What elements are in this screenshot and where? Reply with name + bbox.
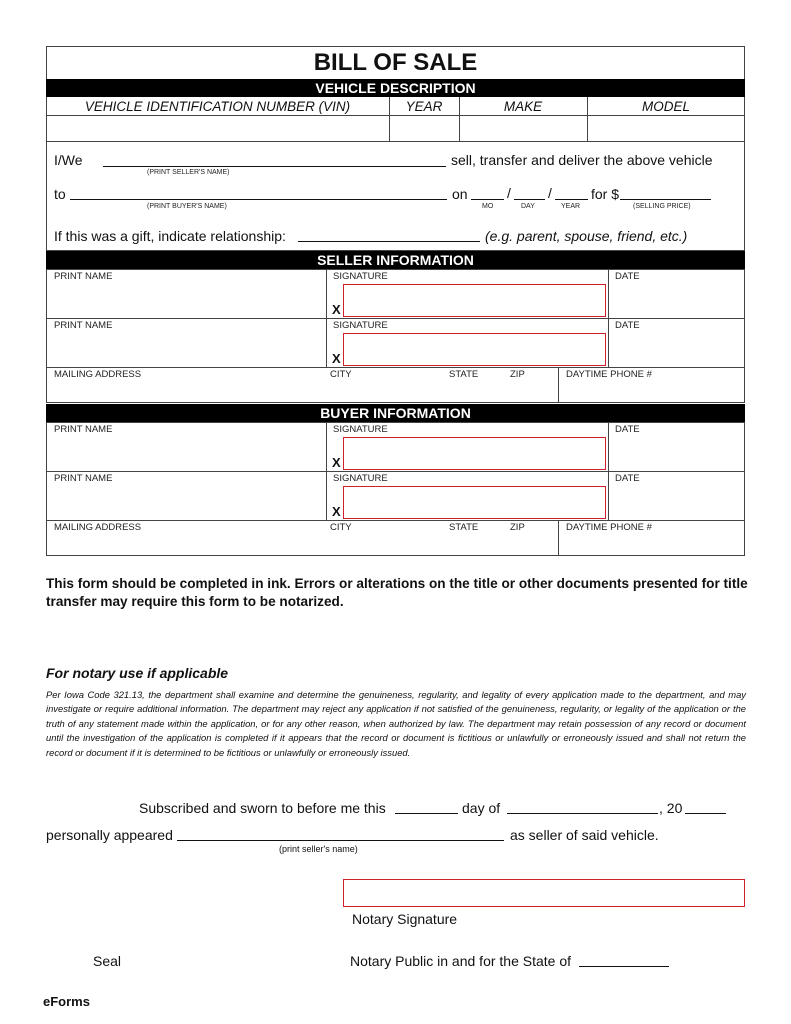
buyer-zip-field[interactable]: [508, 534, 557, 555]
seller-mailing-address-field[interactable]: [47, 381, 325, 402]
divider: [46, 471, 745, 472]
as-seller-text: as seller of said vehicle.: [510, 827, 659, 843]
buyer2-signature-field[interactable]: [343, 486, 606, 519]
buyer-state-label: STATE: [449, 522, 479, 533]
seller-city-label: CITY: [330, 369, 352, 380]
make-column-label: MAKE: [503, 99, 543, 114]
seller-zip-field[interactable]: [508, 381, 557, 402]
sale-year-field[interactable]: [555, 199, 588, 200]
seller2-x-mark: X: [332, 351, 341, 366]
buyer2-date-field[interactable]: [609, 485, 744, 519]
seller1-print-name-label: PRINT NAME: [54, 271, 113, 282]
buyer1-date-label: DATE: [615, 424, 640, 435]
appeared-seller-name-field[interactable]: [177, 840, 504, 841]
seller2-date-label: DATE: [615, 320, 640, 331]
seller1-print-name-field[interactable]: [47, 283, 325, 317]
divider: [46, 318, 745, 319]
gift-relationship-field[interactable]: [298, 241, 480, 242]
buyer-city-label: CITY: [330, 522, 352, 533]
buyer-name-field[interactable]: [70, 199, 447, 200]
sale-day-field[interactable]: [514, 199, 545, 200]
seller-phone-label: DAYTIME PHONE #: [566, 369, 652, 380]
price-hint: (SELLING PRICE): [633, 203, 691, 210]
seller1-signature-field[interactable]: [343, 284, 606, 317]
for-label: for $: [591, 186, 620, 202]
seller2-signature-label: SIGNATURE: [333, 320, 388, 331]
buyer-zip-label: ZIP: [510, 522, 525, 533]
seller-city-field[interactable]: [327, 381, 445, 402]
divider: [46, 520, 745, 521]
notary-legal-text: Per Iowa Code 321.13, the department shall examine and determine the genuineness, regularity, and legality of every application made to the department, and may investigate or require additional information. The department may reject any application if not satisfied of the genuineness, regularity, or legality of the application or the truth of any statement made within the application, or for any other reason, when authorized by law. The department may retain possession of any record or document until the investigation of the application is completed if it appears that the record or document is fictitious or unlawfully or erroneously issued and shall not return the record or document if it is determined to be fictitious or unlawfully or erroneously issued.: [46, 689, 746, 758]
buyer2-print-name-label: PRINT NAME: [54, 473, 113, 484]
seller-phone-field[interactable]: [559, 381, 744, 402]
buyer1-x-mark: X: [332, 455, 341, 470]
notary-public-text: Notary Public in and for the State of: [350, 953, 572, 969]
selling-price-field[interactable]: [620, 199, 711, 200]
divider: [46, 367, 745, 368]
to-label: to: [54, 186, 66, 202]
buyer1-signature-field[interactable]: [343, 437, 606, 470]
notary-signature-field[interactable]: [343, 879, 745, 907]
vehicle-description-header: VEHICLE DESCRIPTION: [46, 79, 745, 97]
buyer1-date-field[interactable]: [609, 436, 744, 470]
buyer2-signature-label: SIGNATURE: [333, 473, 388, 484]
seal-label: Seal: [93, 953, 122, 969]
buyer2-date-label: DATE: [615, 473, 640, 484]
seller1-x-mark: X: [332, 302, 341, 317]
notary-heading: For notary use if applicable: [46, 665, 229, 681]
buyer1-print-name-field[interactable]: [47, 436, 325, 470]
seller-name-hint: (PRINT SELLER'S NAME): [147, 169, 230, 176]
buyer1-print-name-label: PRINT NAME: [54, 424, 113, 435]
seller-information-header: SELLER INFORMATION: [46, 251, 745, 269]
notary-signature-label: Notary Signature: [352, 911, 458, 927]
iwe-label: I/We: [54, 152, 83, 168]
date-slash: /: [548, 185, 552, 201]
seller-zip-label: ZIP: [510, 369, 525, 380]
gift-label: If this was a gift, indicate relationship:: [54, 228, 286, 244]
vin-column-label: VEHICLE IDENTIFICATION NUMBER (VIN): [84, 99, 351, 114]
sworn-month-field[interactable]: [507, 813, 658, 814]
buyer-name-hint: (PRINT BUYER'S NAME): [147, 203, 227, 210]
seller-state-label: STATE: [449, 369, 479, 380]
notary-state-field[interactable]: [579, 966, 669, 967]
buyer-state-field[interactable]: [447, 534, 507, 555]
sell-transfer-text: sell, transfer and deliver the above vehicle: [451, 152, 713, 168]
year-column-label: YEAR: [405, 99, 443, 114]
buyer-phone-label: DAYTIME PHONE #: [566, 522, 652, 533]
seller1-date-field[interactable]: [609, 283, 744, 317]
gift-example: (e.g. parent, spouse, friend, etc.): [485, 228, 688, 244]
buyer2-x-mark: X: [332, 504, 341, 519]
date-slash: /: [507, 185, 511, 201]
buyer1-signature-label: SIGNATURE: [333, 424, 388, 435]
seller-state-field[interactable]: [447, 381, 507, 402]
divider: [326, 269, 327, 367]
buyer-mailing-address-label: MAILING ADDRESS: [54, 522, 142, 533]
year-prefix-text: , 20: [659, 800, 683, 816]
buyer-mailing-address-field[interactable]: [47, 534, 325, 555]
seller2-date-field[interactable]: [609, 332, 744, 366]
model-column-label: MODEL: [641, 99, 690, 114]
buyer-city-field[interactable]: [327, 534, 445, 555]
year-field[interactable]: [390, 116, 458, 141]
seller2-signature-field[interactable]: [343, 333, 606, 366]
divider: [326, 422, 327, 520]
year-hint: YEAR: [561, 203, 581, 210]
seller2-print-name-label: PRINT NAME: [54, 320, 113, 331]
model-field[interactable]: [588, 116, 744, 141]
seller-name-hint-notary: (print seller's name): [279, 844, 358, 854]
seller1-signature-label: SIGNATURE: [333, 271, 388, 282]
make-field[interactable]: [460, 116, 586, 141]
sworn-day-field[interactable]: [395, 813, 458, 814]
eforms-logo: eForms: [43, 994, 90, 1009]
day-hint: DAY: [521, 203, 535, 210]
buyer-information-header: BUYER INFORMATION: [46, 404, 745, 422]
day-of-text: day of: [462, 800, 501, 816]
sale-month-field[interactable]: [471, 199, 504, 200]
seller-name-field[interactable]: [103, 166, 446, 167]
page-title: BILL OF SALE: [313, 49, 478, 76]
vin-field[interactable]: [47, 116, 388, 141]
buyer-phone-field[interactable]: [559, 534, 744, 555]
seller1-date-label: DATE: [615, 271, 640, 282]
buyer2-print-name-field[interactable]: [47, 485, 325, 519]
seller2-print-name-field[interactable]: [47, 332, 325, 366]
on-label: on: [452, 186, 468, 202]
month-hint: MO: [482, 203, 494, 210]
ink-notice: This form should be completed in ink. Errors or alterations on the title or other documents presented for title transfer may require this form to be notarized.: [46, 576, 748, 609]
subscribed-text: Subscribed and sworn to before me this: [139, 800, 386, 816]
seller-mailing-address-label: MAILING ADDRESS: [54, 369, 142, 380]
personally-appeared-text: personally appeared: [46, 827, 173, 843]
sworn-year-field[interactable]: [685, 813, 726, 814]
